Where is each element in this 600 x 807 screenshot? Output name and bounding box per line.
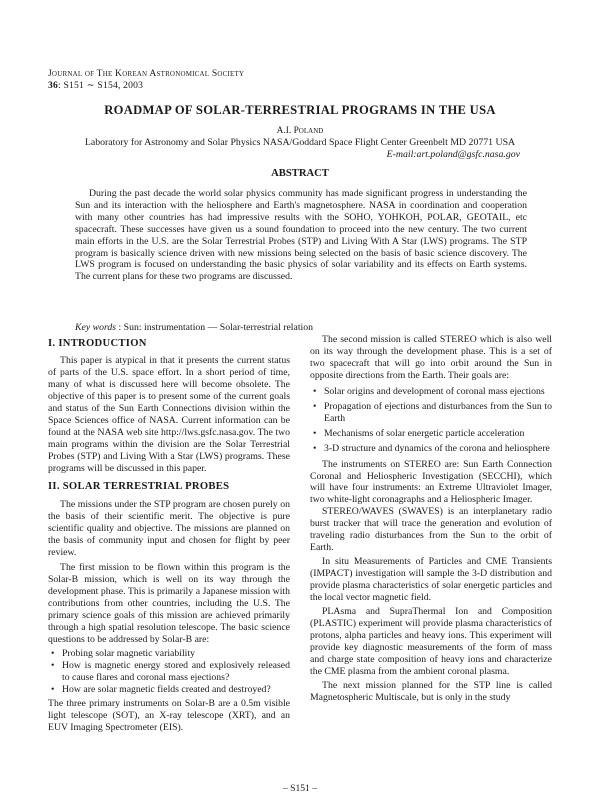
journal-volume: 36 xyxy=(48,80,58,91)
stereo-paragraph-4: In situ Measurements of Particles and CME Transients (IMPACT) investigation will sample the 3-D distribution and provide plasma characteristics of solar energetic particles and the local vector magnetic field. xyxy=(310,556,552,604)
list-item xyxy=(310,386,552,398)
solarb-question-list xyxy=(48,648,290,696)
list-item-text: How is magnetic energy stored and explosively released to cause flares and coronal mass ejections? xyxy=(62,659,290,683)
intro-paragraph: This paper is atypical in that it presents the current status of parts of the U.S. space effort. In a short period of time, many of what is discussed here will become obsolete. The objective of this paper is to present some of the current goals and status of the Sun Earth Connections division within the Space Sciences office of NASA. Current information can be found at the NASA web site http://lws.gsfc.nasa.gov. The two main programs within the division are the Solar Terrestrial Probes (STP) and Living With a Star (LWS) programs. These programs will be discussed in this paper. xyxy=(48,354,290,474)
journal-issue xyxy=(48,80,244,92)
author-affiliation-block xyxy=(0,137,600,160)
list-item xyxy=(310,443,552,455)
left-column xyxy=(48,333,290,734)
paper-title: ROADMAP OF SOLAR-TERRESTRIAL PROGRAMS IN THE USA xyxy=(104,103,496,117)
list-item xyxy=(310,428,552,440)
right-column xyxy=(310,333,552,704)
stereo-paragraph-2: The instruments on STEREO are: Sun Earth Connection Coronal and Heliospheric Investigation (SECCHI), which will have four instruments: an Extreme Ultraviolet Imager, two white-light coronagraphs and a Heliospheric Imager. xyxy=(310,458,552,506)
stp-paragraph-1: The missions under the STP program are chosen purely on the basis of their scientific merit. The objective is pure scientific quality and objective. The missions are planned on the basis of community input and chosen for flight by peer review. xyxy=(48,499,290,559)
list-item xyxy=(48,660,290,684)
section-heading-stp: II. SOLAR TERRESTRIAL PROBES xyxy=(48,481,230,493)
keywords-text: : Sun: instrumentation — Solar-terrestrial relation xyxy=(116,322,314,333)
paper-author: A.I. Poland xyxy=(276,126,324,136)
abstract-text: During the past decade the world solar physics community has made significant progress in understanding the Sun and its interaction with the heliosphere and Earth's magnetosphere. NASA in coordination and cooperation with many other countries has had impressive results with the SOHO, YOHKOH, POLAR, GEOTAIL, etc spacecraft. These successes have given us a sound foundation to proceed into the new century. The two current main efforts in the U.S. are the Solar Terrestrial Probes (STP) and Living With A Star (LWS) programs. The STP program is basically science driven with new missions being selected on the basis of basic science discovery. The LWS program is focused on understanding the basic physics of solar variability and its effects on Earth systems. The current plans for these two programs are discussed. xyxy=(75,188,527,283)
bullet-icon: • xyxy=(51,647,55,659)
stp-paragraph-3: The three primary instruments on Solar-B are a 0.5m visible light telescope (SOT), an X-ray telescope (XRT), and an EUV Imaging Spectrometer (EIS). xyxy=(48,697,290,733)
list-item-text: Solar origins and development of coronal mass ejections xyxy=(324,385,545,397)
stereo-paragraph-6: The next mission planned for the STP line is called Magnetospheric Multiscale, but is only in the study xyxy=(310,679,552,703)
list-item xyxy=(310,401,552,425)
stereo-goal-list xyxy=(310,386,552,455)
journal-pages: : S151 ∼ S154, 2003 xyxy=(58,80,144,91)
list-item xyxy=(48,648,290,660)
journal-name: Journal of The Korean Astronomical Society xyxy=(48,68,245,79)
page-number: – S151 – xyxy=(282,783,318,794)
list-item-text: Mechanisms of solar energetic particle acceleration xyxy=(324,427,525,439)
stp-paragraph-2: The first mission to be flown within this program is the Solar-B mission, which is well on its way through the development phase. This is primarily a Japanese mission with contributions from other countries, including the U.S. The primary science goals of this mission are achieved primarily through a high spatial resolution telescope. The basic science questions to be addressed by Solar-B are: xyxy=(48,562,290,645)
bullet-icon: • xyxy=(313,427,317,439)
list-item-text: Probing solar magnetic variability xyxy=(62,647,195,659)
list-item-text: Propagation of ejections and disturbances from the Sun to Earth xyxy=(324,400,552,424)
list-item-text: How are solar magnetic fields created and destroyed? xyxy=(62,683,271,695)
section-heading-introduction: I. INTRODUCTION xyxy=(48,338,147,349)
list-item xyxy=(48,684,290,696)
bullet-icon: • xyxy=(51,683,55,695)
keywords xyxy=(75,322,527,333)
stereo-paragraph-5: PLAsma and SupraThermal Ion and Composition (PLASTIC) experiment will provide plasma characteristics of protons, alpha particles and heavy ions. This experiment will provide key diagnostic measurements of the form of mass and charge state composition of heavy ions and characterize the CME plasma from the ambient coronal plasma. xyxy=(310,606,552,677)
stereo-paragraph-1: The second mission is called STEREO which is also well on its way through the development phase. This is a set of two spacecraft that will go into orbit around the Sun in opposite directions from the Earth. Their goals are: xyxy=(310,334,552,381)
author-affiliation: Laboratory for Astronomy and Solar Physics NASA/Goddard Space Flight Center Greenbelt MD 20771 USA xyxy=(84,137,516,148)
keywords-label: Key words xyxy=(75,322,117,333)
abstract-heading: ABSTRACT xyxy=(271,168,329,179)
bullet-icon: • xyxy=(313,442,317,454)
bullet-icon: • xyxy=(313,400,317,412)
list-item-text: 3-D structure and dynamics of the corona and heliosphere xyxy=(324,442,550,454)
author-email: E-mail:art.poland@gsfc.nasa.gov xyxy=(386,149,520,160)
bullet-icon: • xyxy=(313,385,317,397)
journal-header xyxy=(48,68,244,92)
bullet-icon: • xyxy=(51,659,55,671)
stereo-paragraph-3: STEREO/WAVES (SWAVES) is an interplanetary radio burst tracker that will trace the generation and evolution of traveling radio disturbances from the Sun to the orbit of Earth. xyxy=(310,506,552,554)
